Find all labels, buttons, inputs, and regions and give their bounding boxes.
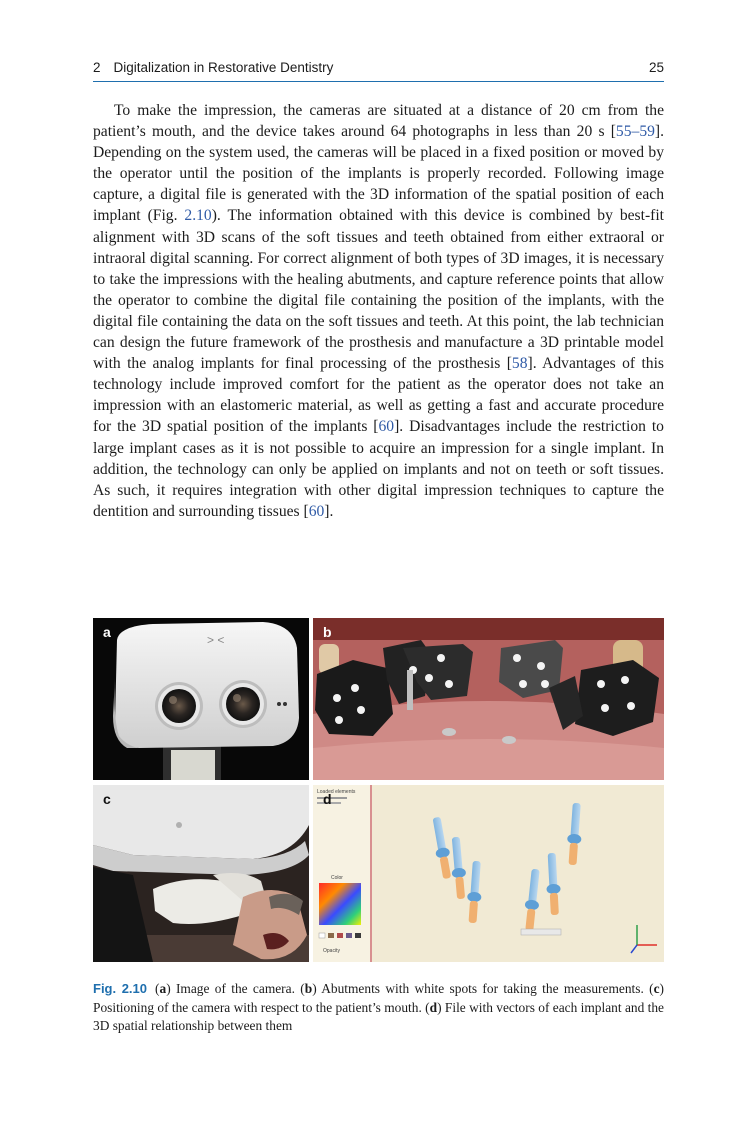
citation-link[interactable]: 58 [511, 355, 528, 373]
page-number: 25 [648, 60, 664, 75]
citation-link[interactable]: 2.10 [184, 207, 212, 225]
paragraph-segment: ]. [324, 502, 334, 520]
caption-panel-letter: a [159, 981, 167, 996]
paragraph-text [93, 100, 664, 522]
panel-c-label: c [103, 791, 111, 807]
figure-panel-b-abutments-image [313, 618, 664, 780]
paragraph-segment: ]. Depending on the system used, the cameras will be placed in a fixed position or moved by the operator until the position of the implants is properly recorded. Following image capture, a digital file is generated with the 3D information of the spatial position of each implant (Fig. [93, 123, 664, 225]
figure-panel-c-positioning-image [93, 785, 309, 962]
panel-d-loaded-elements-text: Loaded elements [317, 789, 356, 795]
paragraph-segment: [ [610, 123, 616, 141]
caption-panel-letter: d [429, 999, 438, 1015]
chapter-heading [93, 60, 333, 75]
caption-panel-letter: b [304, 981, 313, 996]
panel-a-label: a [103, 624, 111, 640]
citation-link[interactable]: 60 [308, 502, 325, 520]
svg-text:> <: > < [207, 633, 225, 647]
panel-d-color-text: Color [331, 875, 343, 881]
figure-2-10 [93, 618, 664, 962]
panel-d-label: d [323, 791, 332, 807]
citation-link[interactable]: 60 [378, 418, 395, 436]
panel-d-opacity-text: Opacity [323, 948, 340, 954]
running-header [93, 59, 664, 82]
chapter-number: 2 [93, 60, 101, 75]
paragraph-segment: ). The information obtained with this device is combined by best-fit alignment with 3D scans of the soft tissues and teeth obtained from either extraoral or intraoral digital scanning. For correct alignment of both types of 3D images, it is necessary to take the impressions with the healing abutments, and capture reference points that allow the operator to combine the digital file containing the position of the implants, with the digital file containing the data on the soft tissues and teeth. At this point, the lab technician can design the future framework of the prosthesis and manufacture a 3D printable model with the analog implants for final processing of the prosthesis [ [93, 207, 664, 373]
citation-link[interactable]: 55–59 [615, 123, 655, 141]
caption-text [93, 981, 664, 1033]
chapter-title: Digitalization in Restorative Dentistry [113, 60, 334, 75]
figure-label: Fig. 2.10 [93, 981, 148, 996]
caption-segment: ) File with vectors of each implant and the 3D spatial relationship between them [93, 999, 664, 1034]
caption-segment: ) Abutments with white spots for taking the measurements. ( [312, 981, 654, 996]
figure-caption [93, 980, 664, 1036]
caption-segment: ) Image of the camera. ( [166, 981, 305, 996]
paragraph-segment: ]. Advantages of this technology include improved comfort for the patient as the operator does not take an impression with an elastomeric material, as well as getting a fast and accurate procedure for the 3D spatial position of the implants [ [93, 355, 665, 436]
figure-panel-a-camera-image [93, 618, 309, 780]
paragraph-segment: To make the impression, the cameras are situated at a distance of 20 cm from the patient’s mouth, and the device takes around 64 photographs in less than 20 s [93, 102, 664, 141]
body-paragraph [93, 100, 664, 522]
panel-b-label: b [323, 624, 332, 640]
caption-segment: ( [155, 981, 160, 996]
caption-panel-letter: c [653, 981, 660, 996]
figure-panel-d-vector-file-image [313, 785, 664, 962]
paragraph-segment: ]. Disadvantages include the restriction to large implant cases as it is not possible to acquire an impression for a single implant. In addition, the technology can only be applied on implants and not on teeth or soft tissues. As such, it requires integration with other digital impression techniques to capture the dentition and surrounding tissues [ [93, 418, 664, 520]
caption-segment: ) Positioning of the camera with respect to the patient’s mouth. ( [93, 981, 665, 1015]
